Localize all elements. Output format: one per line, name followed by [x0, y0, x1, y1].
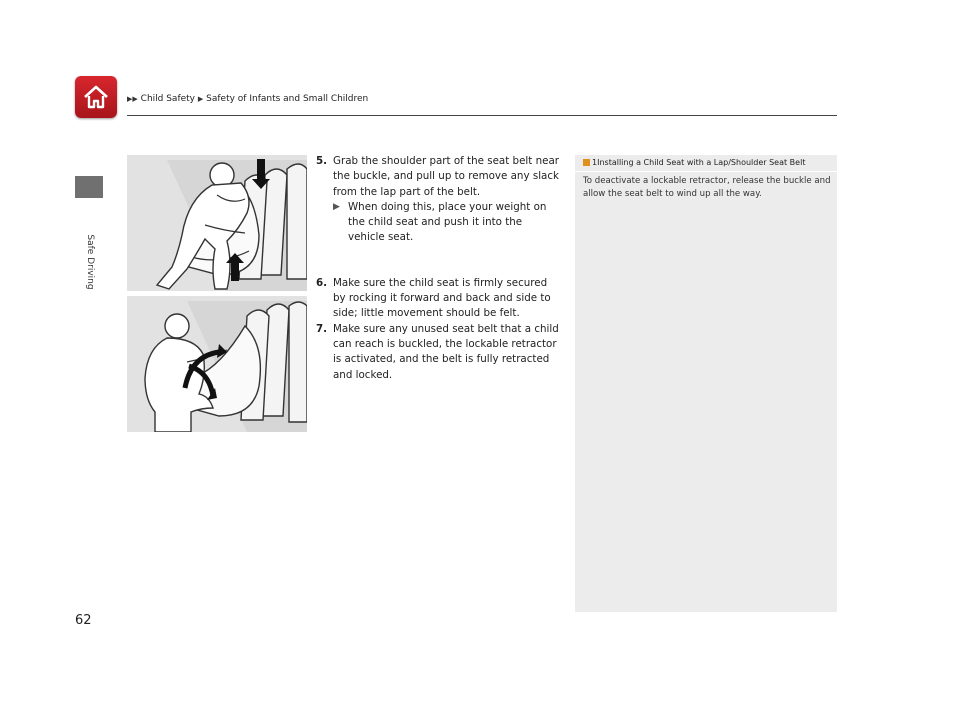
step-item: [316, 154, 562, 246]
sidebar-title-text: Installing a Child Seat with a Lap/Shoulder Seat Belt: [597, 158, 806, 167]
section-tab-marker: [75, 176, 103, 198]
home-button[interactable]: [75, 76, 117, 118]
child-seat-rock-illustration: [127, 296, 307, 432]
step-text: Make sure any unused seat belt that a child can reach is buckled, the lockable retractor is activated, and the belt is fully retracted and locked.: [333, 322, 559, 381]
step-text: Grab the shoulder part of the seat belt near the buckle, and pull up to remove any slack from the lap part of the belt.: [333, 155, 559, 198]
breadcrumb: [127, 94, 368, 104]
step-note-text: When doing this, place your weight on the child seat and push it into the vehicle seat.: [348, 200, 547, 244]
section-tab-label[interactable]: Safe Driving: [85, 234, 95, 290]
step-number: 5.: [316, 155, 328, 167]
home-icon: [82, 84, 110, 110]
note-arrow-icon: ▶: [333, 201, 340, 212]
sidebar-divider: [575, 171, 837, 172]
child-seat-push-illustration: [127, 155, 307, 291]
page-number: 62: [75, 613, 92, 628]
step-item: [316, 322, 562, 383]
breadcrumb-item[interactable]: Child Safety: [140, 94, 196, 104]
step-number: 7.: [316, 322, 328, 335]
instruction-steps: [316, 154, 562, 383]
reference-marker-icon: [583, 159, 590, 166]
sidebar-title[interactable]: [583, 158, 833, 167]
breadcrumb-item[interactable]: Safety of Infants and Small Children: [206, 94, 369, 104]
sidebar-ref-number: 1: [592, 158, 598, 167]
sidebar-body: To deactivate a lockable retractor, release the buckle and allow the seat belt to wind up all the way.: [583, 176, 831, 199]
chevron-right-icon: ▶: [197, 95, 204, 103]
step-note: [333, 200, 562, 246]
step-item: [316, 276, 562, 322]
sidebar-note: [575, 155, 837, 612]
step-text: Make sure the child seat is firmly secured by rocking it forward and back and side to side; little movement should be felt.: [333, 276, 551, 320]
step-number: 6.: [316, 276, 328, 289]
header-divider: [127, 115, 837, 116]
chevron-right-icon: ▶▶: [127, 95, 138, 103]
